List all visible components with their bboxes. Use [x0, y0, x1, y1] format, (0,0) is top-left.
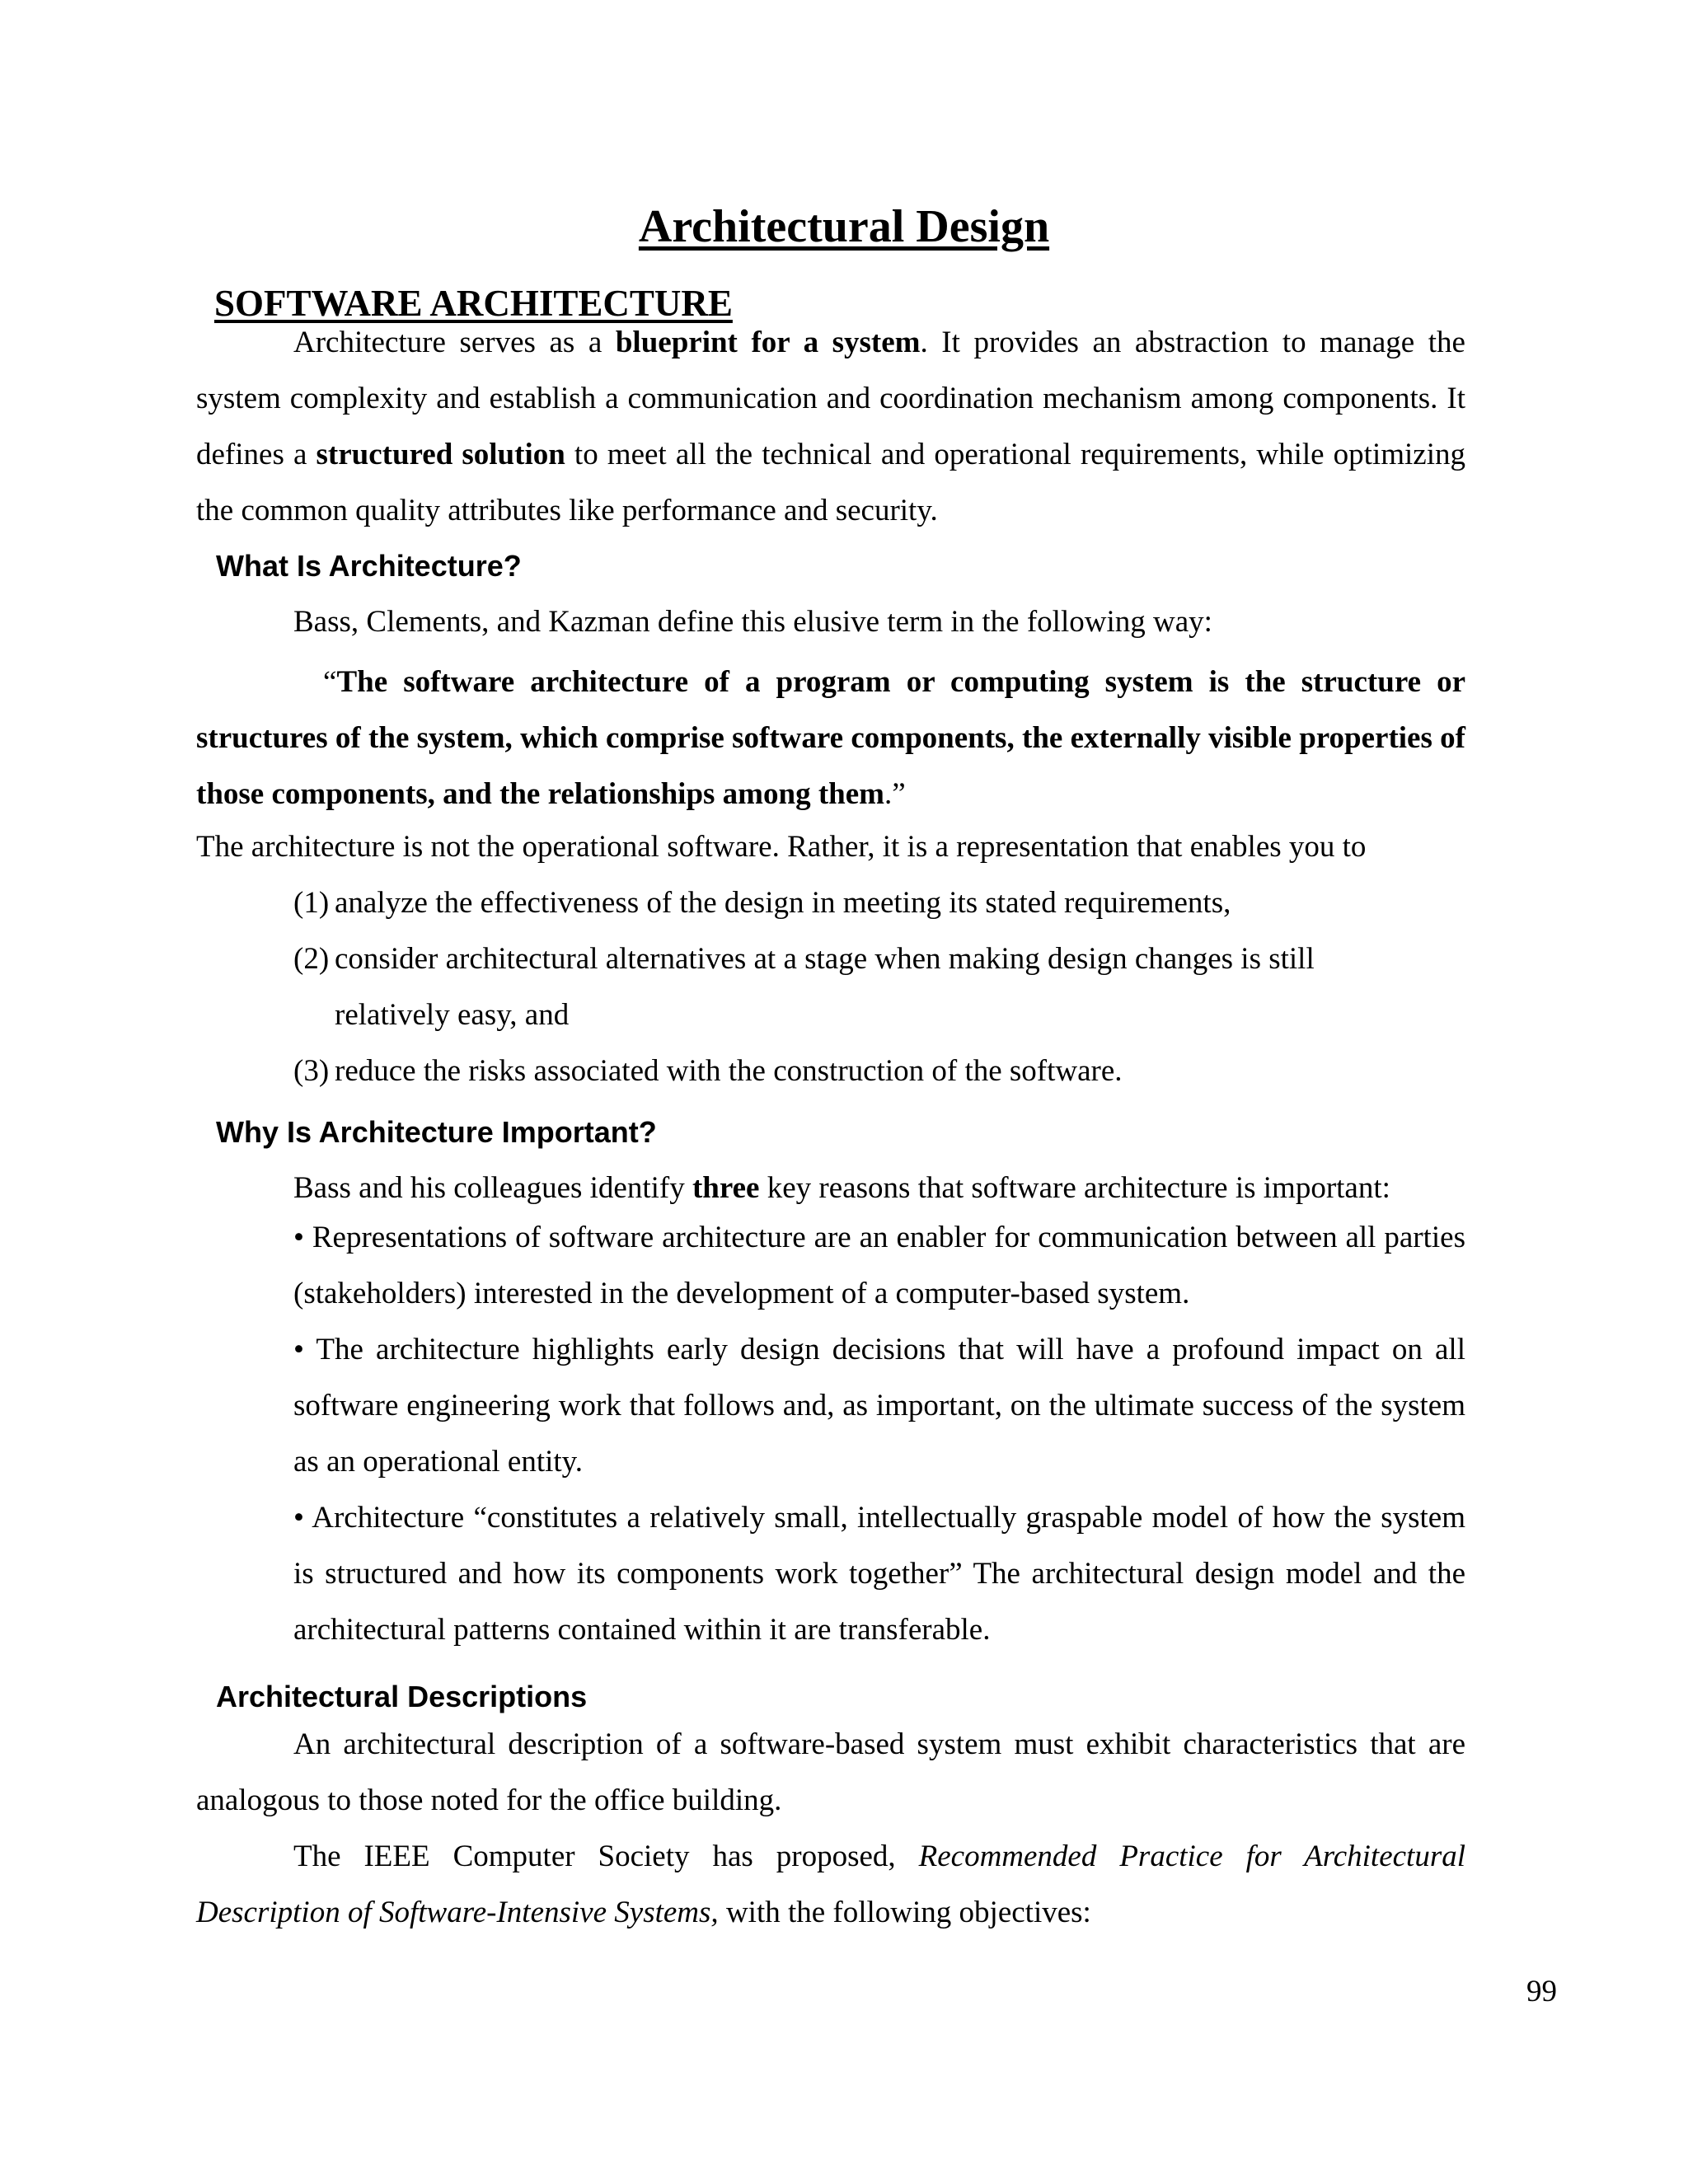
what-is-lead: Bass, Clements, and Kazman define this elusive term in the following way: — [293, 605, 1212, 639]
intro-paragraph — [196, 315, 1465, 539]
what-is-after: The architecture is not the operational software. Rather, it is a representation that enables you to — [196, 830, 1367, 864]
bullet-item: • The architecture highlights early design decisions that will have a profound impact on all software engineering work that follows and, as important, on the ultimate success of the system as an operational entity. — [293, 1333, 1465, 1479]
why-lead-bold: three — [692, 1171, 760, 1205]
intro-text-1: Architecture serves as a — [293, 326, 616, 359]
why-lead-text-2: key reasons that software architecture is important: — [759, 1171, 1390, 1205]
quote-close: .” — [884, 777, 906, 811]
intro-text-3: to meet all the technical and operational requirements, while optimizing the common quality attributes like performance and security. — [196, 438, 1466, 527]
section-heading: SOFTWARE ARCHITECTURE — [214, 283, 733, 324]
quote-open: “ — [323, 665, 337, 699]
why-lead-text-1: Bass and his colleagues identify — [293, 1171, 692, 1205]
list-item — [293, 875, 1465, 931]
bullet-item: • Architecture “constitutes a relatively small, intellectually graspable model of how the system is structured and how its components work together” The architectural design model and the architectural patterns contained within it are transferable. — [293, 1501, 1465, 1647]
list-item-text: analyze the effectiveness of the design in meeting its stated requirements, — [335, 886, 1231, 920]
intro-bold-2: structured solution — [316, 438, 565, 471]
list-item-continuation: relatively easy, and — [335, 998, 570, 1032]
subheading-architectural-descriptions: Architectural Descriptions — [216, 1680, 588, 1713]
list-item-number: (3) — [293, 1054, 330, 1088]
intro-text-2: . It provides an abstraction to manage the system complexity and establish a communication and coordination mechanism among components. It defines a — [196, 326, 1465, 471]
subheading-why-important: Why Is Architecture Important? — [216, 1115, 657, 1149]
list-item-number: (1) — [293, 886, 330, 920]
bullet-item: • Representations of software architecture are an enabler for communication between all parties (stakeholders) interested in the development of a computer-based system. — [293, 1221, 1465, 1310]
ieee-text-1: The IEEE Computer Society has proposed, — [293, 1840, 919, 1873]
list-item-text: reduce the risks associated with the construction of the software. — [335, 1054, 1123, 1088]
ieee-italic-title: Recommended Practice for Architectural Description of Software-Intensive Systems, — [196, 1840, 1466, 1929]
page-title: Architectural Design — [638, 201, 1050, 252]
descriptions-paragraph-1: An architectural description of a software-based system must exhibit characteristics that are analogous to those noted for the office building. — [196, 1727, 1465, 1817]
enables-list — [293, 875, 1465, 1099]
page-number: 99 — [1526, 1975, 1557, 2008]
descriptions-paragraph-2 — [196, 1829, 1465, 1941]
quote-bold-text: The software architecture of a program or computing system is the structure or structures of the system, which comprise software components, the externally visible properties of those components, and the relationships among them — [196, 665, 1465, 811]
list-item-number: (2) — [293, 942, 330, 976]
definition-quote — [196, 654, 1465, 823]
ieee-text-2: with the following objectives: — [718, 1896, 1091, 1929]
why-lead — [293, 1170, 1390, 1207]
list-item — [293, 1043, 1465, 1099]
list-item — [293, 931, 1465, 987]
bullet-list — [293, 1210, 1465, 1658]
subheading-what-is-architecture: What Is Architecture? — [216, 549, 522, 583]
list-item-text: consider architectural alternatives at a stage when making design changes is still — [335, 942, 1315, 976]
intro-bold-1: blueprint for a system — [615, 326, 921, 359]
